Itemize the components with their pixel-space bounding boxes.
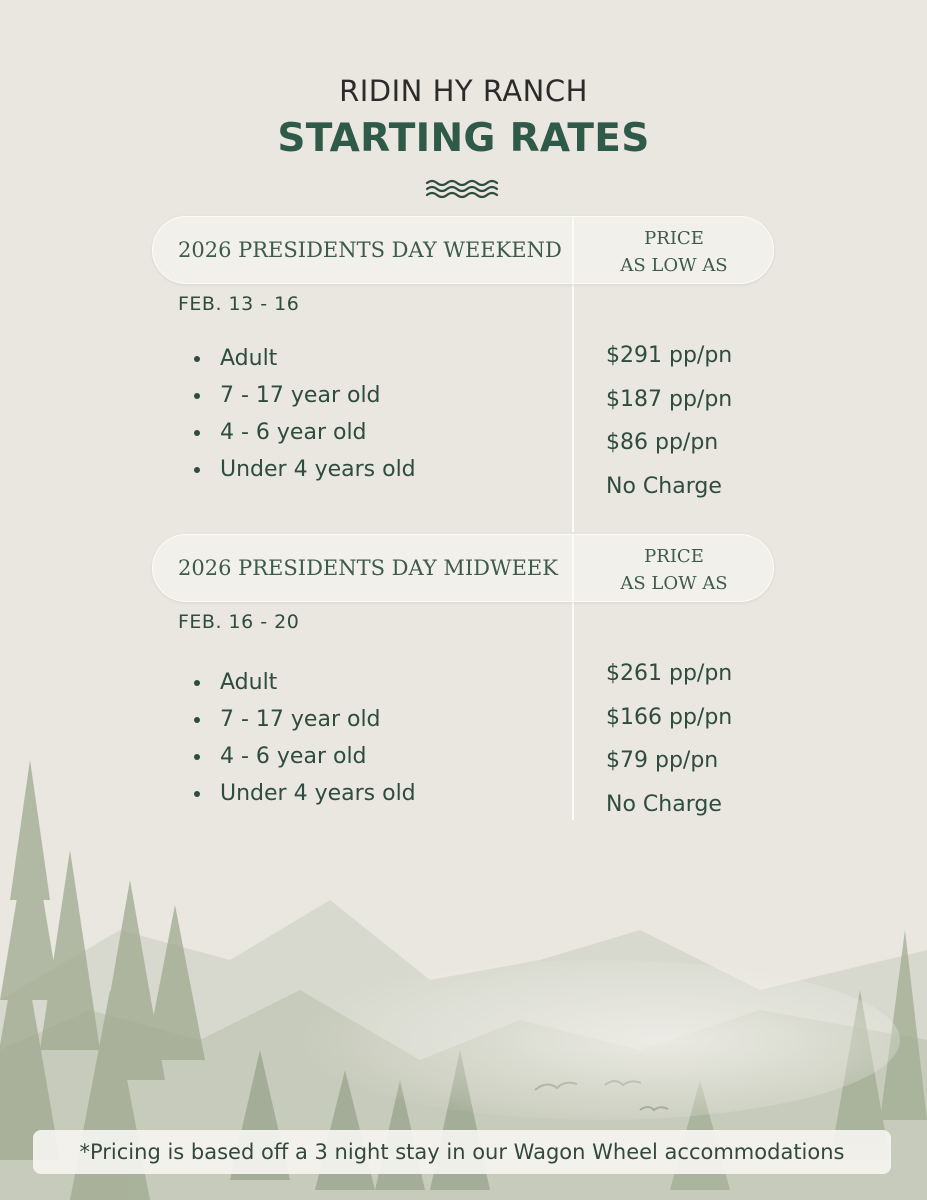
- list-item: Adult: [190, 664, 416, 701]
- price-header-line1: PRICE: [644, 546, 704, 567]
- ranch-name: RIDIN HY RANCH: [339, 74, 588, 108]
- price-header-line1: PRICE: [644, 228, 704, 249]
- wave-divider-icon: [425, 178, 505, 200]
- date-range: FEB. 16 - 20: [178, 611, 300, 633]
- section-header-midweek: [152, 534, 774, 602]
- list-item: Adult: [190, 340, 416, 377]
- price-value: No Charge: [606, 791, 722, 817]
- price-value: $166 pp/pn: [606, 704, 733, 730]
- section-header-weekend: [152, 216, 774, 284]
- price-column-header: [574, 225, 774, 279]
- page-title: STARTING RATES: [277, 116, 650, 161]
- price-value: $261 pp/pn: [606, 661, 733, 686]
- price-header-line2: AS LOW AS: [620, 573, 728, 594]
- price-value: $187 pp/pn: [606, 386, 733, 412]
- guest-category-list: [190, 340, 416, 488]
- date-range: FEB. 13 - 16: [178, 293, 300, 315]
- section-title: 2026 PRESIDENTS DAY WEEKEND: [178, 238, 562, 262]
- guest-category-list: [190, 664, 416, 812]
- price-list: [606, 334, 732, 508]
- list-item: 7 - 17 year old: [190, 377, 416, 414]
- price-column-header: [574, 543, 774, 597]
- section-title: 2026 PRESIDENTS DAY MIDWEEK: [178, 556, 558, 580]
- list-item: Under 4 years old: [190, 775, 416, 812]
- list-item: 4 - 6 year old: [190, 738, 416, 775]
- price-value: $291 pp/pn: [606, 343, 733, 368]
- price-value: $79 pp/pn: [606, 748, 719, 773]
- column-divider: [572, 284, 574, 532]
- pricing-footnote: *Pricing is based off a 3 night stay in our Wagon Wheel accommodations: [33, 1130, 891, 1174]
- list-item: 7 - 17 year old: [190, 701, 416, 738]
- price-header-line2: AS LOW AS: [620, 255, 728, 276]
- column-divider: [572, 602, 574, 820]
- price-value: $86 pp/pn: [606, 430, 719, 455]
- list-item: Under 4 years old: [190, 451, 416, 488]
- price-value: No Charge: [606, 473, 722, 499]
- list-item: 4 - 6 year old: [190, 414, 416, 451]
- price-list: [606, 652, 732, 826]
